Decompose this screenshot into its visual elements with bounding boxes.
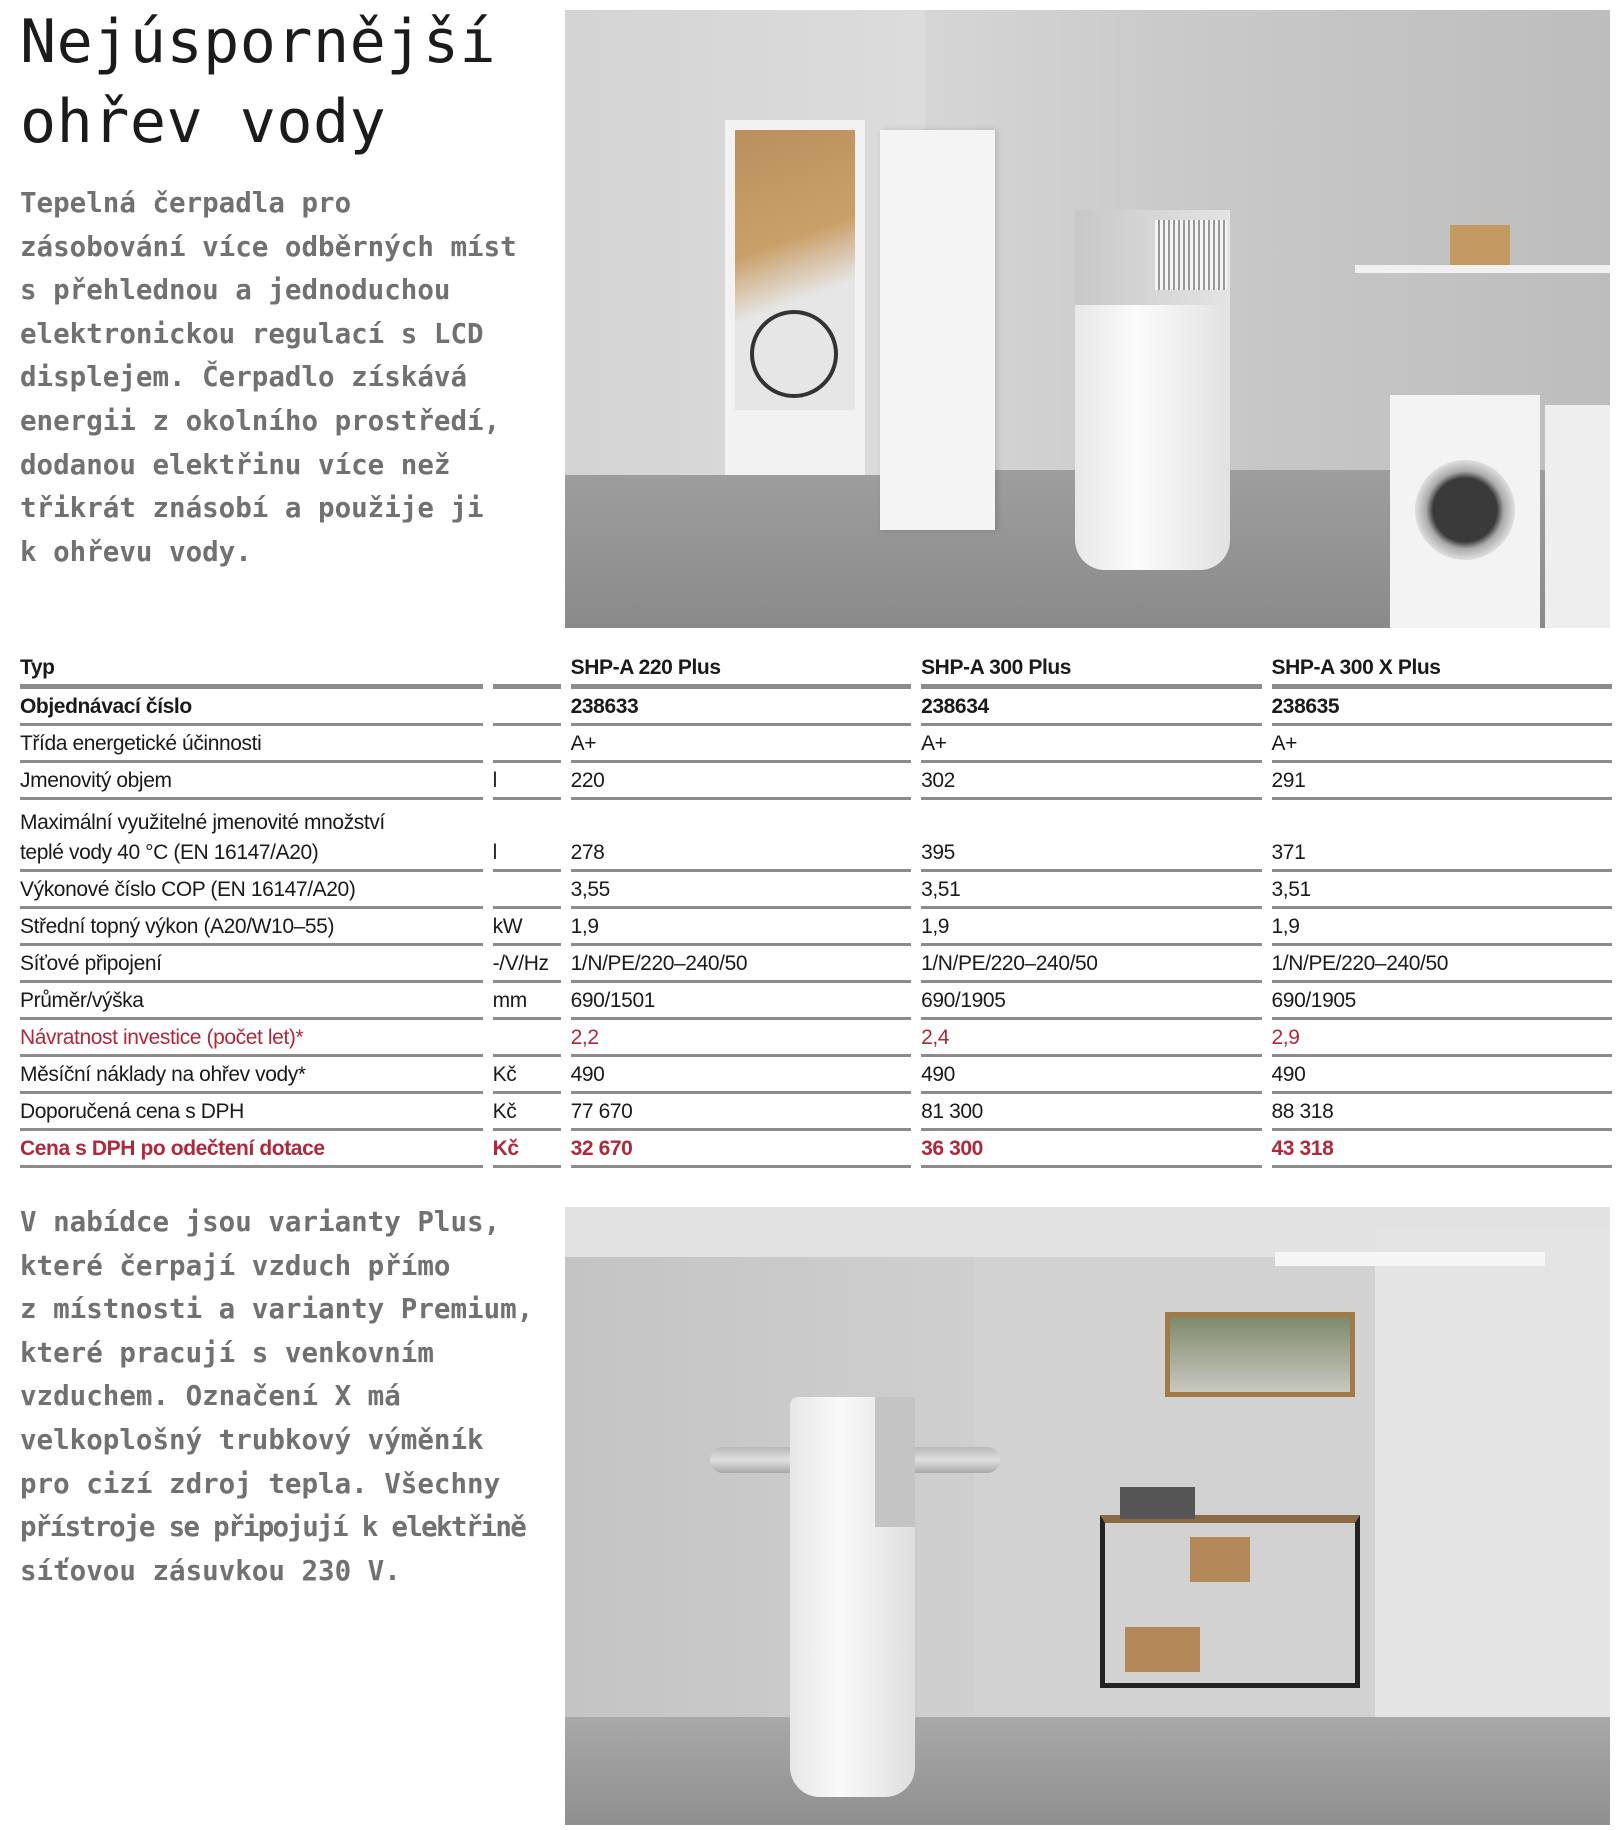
row-unit: [493, 1020, 561, 1057]
cell: 43 318: [1272, 1131, 1612, 1168]
row-label: Návratnost investice (počet let)*: [20, 1020, 483, 1057]
cell: 278: [571, 800, 911, 872]
cell: 490: [571, 1057, 911, 1094]
intro-line: k ohřevu vody.: [20, 535, 252, 568]
cell: 1/N/PE/220–240/50: [571, 946, 911, 983]
cell: 1,9: [571, 909, 911, 946]
table-header-row: [20, 655, 1612, 689]
cell: A+: [1272, 726, 1612, 763]
intro-paragraph: [20, 182, 517, 574]
shelf: [1355, 265, 1610, 273]
table-row-subsidized-price: [20, 1131, 1612, 1168]
cell: 1,9: [1272, 909, 1612, 946]
cell: 81 300: [921, 1094, 1261, 1131]
row-unit: [493, 872, 561, 909]
row-label: [20, 800, 483, 872]
vent-grille: [1155, 220, 1227, 290]
cell: 2,4: [921, 1020, 1261, 1057]
cell: 690/1905: [921, 983, 1261, 1020]
row-label: Doporučená cena s DPH: [20, 1094, 483, 1131]
cell: A+: [571, 726, 911, 763]
header-unit: [493, 655, 561, 689]
right-wall: [1375, 1227, 1610, 1727]
row-label: Průměr/výška: [20, 983, 483, 1020]
cell: 1,9: [921, 909, 1261, 946]
page-title: [20, 2, 496, 162]
dryer: [1545, 405, 1610, 628]
table-row: [20, 726, 1612, 763]
outro-line: které pracují s venkovním: [20, 1336, 434, 1369]
table-row-payback: [20, 1020, 1612, 1057]
cell: 220: [571, 763, 911, 800]
row-label: Měsíční náklady na ohřev vody*: [20, 1057, 483, 1094]
model-name: SHP-A 220 Plus: [571, 655, 911, 689]
model-name: SHP-A 300 Plus: [921, 655, 1261, 689]
table-row: [20, 1057, 1612, 1094]
cell: 291: [1272, 763, 1612, 800]
row-label: Jmenovitý objem: [20, 763, 483, 800]
row-label: Střední topný výkon (A20/W10–55): [20, 909, 483, 946]
intro-line: Tepelná čerpadla pro: [20, 187, 352, 219]
outro-line: které čerpají vzduch přímo: [20, 1249, 451, 1282]
row-label: Objednávací číslo: [20, 689, 483, 726]
outro-line: síťovou zásuvkou 230 V.: [20, 1554, 401, 1587]
cell: 238635: [1272, 689, 1612, 726]
cell: 1/N/PE/220–240/50: [921, 946, 1261, 983]
floor: [565, 1717, 1610, 1825]
cell: 3,51: [1272, 872, 1612, 909]
intro-line: s přehlednou a jednoduchou: [20, 274, 451, 307]
cardboard-box: [1125, 1627, 1200, 1672]
row-unit: kW: [493, 909, 561, 946]
row-unit: Kč: [493, 1057, 561, 1094]
product-photo-utility-room: [565, 10, 1610, 628]
outro-line: velkoplošný trubkový výměník: [20, 1423, 484, 1456]
intro-line: třikrát znásobí a použije ji: [20, 492, 484, 525]
cell: 3,51: [921, 872, 1261, 909]
intro-line: zásobování více odběrných míst: [20, 230, 517, 263]
cell: 88 318: [1272, 1094, 1612, 1131]
cell: A+: [921, 726, 1261, 763]
ceiling-light: [1275, 1252, 1545, 1266]
row-unit: mm: [493, 983, 561, 1020]
cell: 395: [921, 800, 1261, 872]
washer-door: [1415, 460, 1515, 560]
toolbox: [1120, 1487, 1195, 1519]
intro-line: elektronickou regulací s LCD: [20, 317, 484, 350]
cell: 490: [921, 1057, 1261, 1094]
title-line: ohřev vody: [20, 87, 387, 157]
cardboard-box: [1190, 1537, 1250, 1582]
cell: 36 300: [921, 1131, 1261, 1168]
row-unit: [493, 726, 561, 763]
row-unit: l: [493, 800, 561, 872]
cell: 77 670: [571, 1094, 911, 1131]
table-row: [20, 689, 1612, 726]
row-unit: Kč: [493, 1094, 561, 1131]
bicycle-wheel: [750, 310, 838, 398]
cell: 490: [1272, 1057, 1612, 1094]
title-line: Nejúspornější: [20, 7, 497, 77]
variants-paragraph: [20, 1201, 533, 1593]
cell: 690/1501: [571, 983, 911, 1020]
outro-line: vzduchem. Označení X má: [20, 1380, 401, 1413]
intro-line: displejem. Čerpadlo získává: [20, 361, 468, 394]
outro-line: V nabídce jsou varianty Plus,: [20, 1206, 501, 1238]
row-unit: [493, 689, 561, 726]
heat-pump-panel: [875, 1397, 915, 1527]
cell: 238634: [921, 689, 1261, 726]
cell: 371: [1272, 800, 1612, 872]
cell: 3,55: [571, 872, 911, 909]
cell: 2,9: [1272, 1020, 1612, 1057]
intro-line: dodanou elektřinu více než: [20, 448, 451, 481]
table-row: [20, 800, 1612, 872]
cell: 32 670: [571, 1131, 911, 1168]
row-label-line: teplé vody 40 °C (EN 16147/A20): [20, 841, 319, 864]
intro-line: energii z okolního prostředí,: [20, 404, 501, 437]
outro-line: přístroje se připojují k elektřině: [20, 1511, 526, 1544]
row-label: Síťové připojení: [20, 946, 483, 983]
cell: 1/N/PE/220–240/50: [1272, 946, 1612, 983]
row-label: Cena s DPH po odečtení dotace: [20, 1131, 483, 1168]
table-row: [20, 1094, 1612, 1131]
outro-line: pro cizí zdroj tepla. Všechny: [20, 1467, 501, 1500]
table-row: [20, 872, 1612, 909]
row-label-line: Maximální využitelné jmenovité množství: [20, 811, 385, 834]
table-row: [20, 763, 1612, 800]
row-unit: l: [493, 763, 561, 800]
product-photo-basement: [565, 1207, 1610, 1825]
open-door: [880, 130, 995, 530]
table-row: [20, 909, 1612, 946]
cell: 2,2: [571, 1020, 911, 1057]
basement-window: [1165, 1312, 1355, 1397]
row-unit: -/V/Hz: [493, 946, 561, 983]
spec-table: [10, 655, 1622, 1168]
cell: 238633: [571, 689, 911, 726]
basket: [1450, 225, 1510, 265]
header-label: Typ: [20, 655, 483, 689]
row-label: Třída energetické účinnosti: [20, 726, 483, 763]
row-label: Výkonové číslo COP (EN 16147/A20): [20, 872, 483, 909]
cell: 302: [921, 763, 1261, 800]
table-row: [20, 983, 1612, 1020]
row-unit: Kč: [493, 1131, 561, 1168]
table-row: [20, 946, 1612, 983]
cell: 690/1905: [1272, 983, 1612, 1020]
outro-line: z místnosti a varianty Premium,: [20, 1293, 534, 1326]
model-name: SHP-A 300 X Plus: [1272, 655, 1612, 689]
